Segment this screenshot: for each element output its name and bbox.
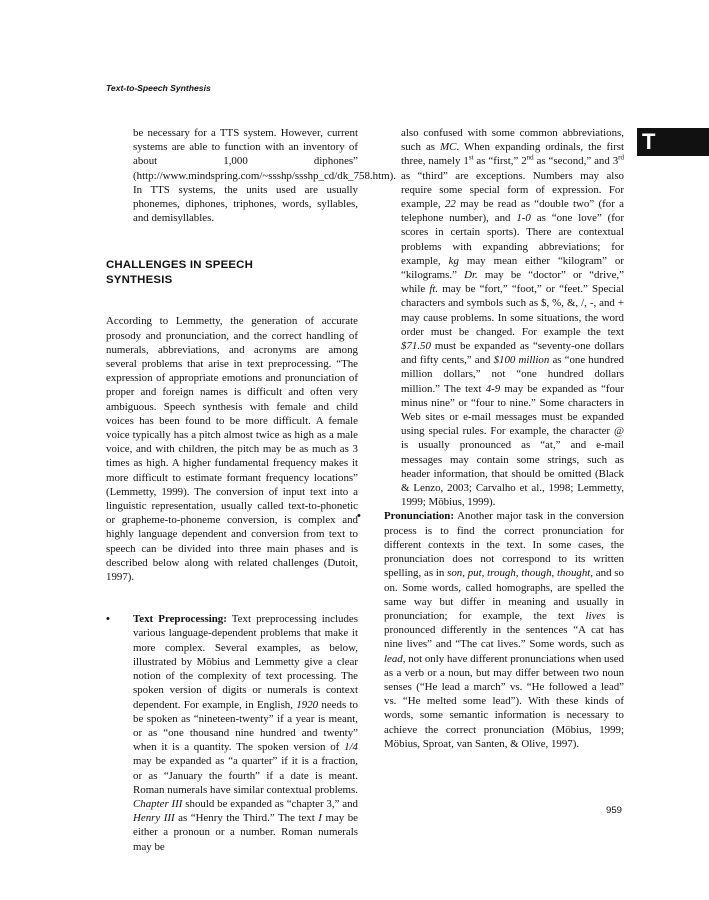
tp-text-5: as “Henry the Third.” The text bbox=[174, 812, 319, 825]
pr-text-3: is pronounced differently in the sentences “A cat has nine lives” and “The cat lives.” Some words, such as bbox=[384, 609, 624, 651]
pr-italic-words: son, put, trough, though, thought, bbox=[447, 567, 594, 580]
tp-text-4: should be expanded as “chapter 3,” and bbox=[182, 797, 358, 810]
pronunciation-paragraph bbox=[384, 509, 624, 750]
tp-text-2: needs to be spoken as “nineteen-twenty” if a year is meant, or as “one thousand nine hundred and twenty” when it is a quantity. The spoken version of bbox=[133, 698, 358, 754]
section-tab-letter: T bbox=[637, 128, 709, 156]
rc-sup-rd: rd bbox=[618, 153, 625, 162]
pr-text-4: not only have different pronunciations when used as a verb or a noun, but may differ between two noun senses (“He lead a march” vs. “He followed a lead” vs. “He melted some lead”). With these kinds of words, some semantic information is necessary to achieve the correct pronunciation (Möbius, 1999; Möbius, Sproat, van Santen, & Olive, 1997). bbox=[384, 652, 624, 750]
section-heading-line1: CHALLENGES IN SPEECH bbox=[106, 259, 254, 272]
rc-sup-st: st bbox=[468, 153, 474, 162]
pr-text-1: Another major task in the conversion process is to find the correct pronunciation for different contexts in the text. In some cases, the pronunciation does not correspond to its written spelling, as in bbox=[384, 510, 624, 580]
text-preprocessing-title: Text Preprocessing: bbox=[133, 613, 227, 626]
bullet-dot: • bbox=[357, 510, 361, 523]
section-heading-line2: SYNTHESIS bbox=[106, 274, 173, 287]
rc-text-4: as “second,” and 3 bbox=[533, 155, 619, 168]
pr-text-2: and so on. Some words, called homographs, are spelled the same way but differ in meaning and usually in pronunciation; for example, the text bbox=[384, 567, 624, 622]
rc-italic-100-million: $100 million bbox=[493, 354, 550, 367]
right-column bbox=[357, 126, 625, 751]
rc-italic-22: 22 bbox=[444, 198, 456, 211]
pr-italic-lead: lead, bbox=[384, 652, 406, 665]
rc-text-1: also confused with some common abbreviations, such as bbox=[401, 127, 624, 154]
rc-text-5: as “third” are exceptions. Numbers may also require some special form of expression. For example, bbox=[401, 169, 624, 211]
rc-text-13: may be expanded as “four minus nine” or “four to nine.” Some characters in Web sites or e-mail messages must be expanded using special rules. For example, the character @ is usually pronounced as “at,” and e-mail messages may contain some strings, such as header information, that should be omitted (Black & Lenzo, 2003; Carvalho et al., 1998; Lemmetty, 1999; Möbius, 1999). bbox=[401, 382, 625, 509]
rc-italic-4-9: 4-9 bbox=[485, 382, 501, 395]
tp-text-3: may be expanded as “a quarter” if it is a fraction, or as “January the fourth” if a date is meant. Roman numerals have similar contextual problems. bbox=[133, 755, 358, 796]
rc-italic-mc: MC bbox=[440, 141, 457, 154]
rc-text-7: as “one love” (for scores in certain sports). There are contextual problems with expanding abbreviations; for example, bbox=[401, 212, 624, 267]
rc-text-6: may be read as “double two” (for a telephone number), and bbox=[401, 198, 624, 225]
tp-italic-chapter: Chapter III bbox=[133, 797, 183, 810]
text-preprocessing-paragraph bbox=[133, 612, 358, 853]
pr-italic-lives: lives bbox=[585, 609, 606, 622]
tp-text-6: may be either a pronoun or a number. Roman numerals may be bbox=[133, 812, 358, 853]
running-head: Text-to-Speech Synthesis bbox=[106, 83, 211, 93]
rc-italic-7150: $71.50 bbox=[401, 340, 431, 353]
rc-text-9: may be “doctor” or “drive,” while bbox=[401, 269, 624, 296]
pronunciation-title: Pronunciation: bbox=[384, 510, 454, 523]
tp-italic-1920: 1920 bbox=[296, 698, 319, 711]
rc-text-8: may mean either “kilogram” or “kilograms.” bbox=[401, 254, 624, 282]
rc-text-2: . When expanding ordinals, the first three, namely 1 bbox=[401, 141, 624, 168]
rc-text-3: as “first,” 2 bbox=[473, 155, 527, 168]
intro-paragraph: According to Lemmetty, the generation of accurate prosody and pronunciation, and the correct handling of numerals, abbreviations, and acronyms are among several problems that arise in text preprocessing. “The expression of appropriate emotions and pronunciation of proper and foreign names is difficult and often very ambiguous. Speech synthesis with female and child voices has been found to be more difficult. A female voice typically has a pitch almost twice as high as a male voice, and with children, the pitch may be as much as 3 times as high. A higher fundamental frequency makes it more difficult to estimate formant frequency locations” (Lemmetty, 1999). The conversion of input text into a linguistic representation, usually called text-to-phonetic or grapheme-to-phoneme conversion, is complex and highly language dependent and conversion from text to speech can be divided into three main phases and is described below along with related challenges (Dutoit, 1997). bbox=[106, 315, 358, 584]
rc-text-12: as “one hundred million dollars,” not “one hundred dollars million.” The text bbox=[401, 354, 624, 395]
rc-text-11: must be expanded as “seventy-one dollars and fifty cents,” and bbox=[401, 340, 624, 367]
rc-italic-dr: Dr. bbox=[464, 269, 478, 282]
rc-italic-1-0: 1-0 bbox=[516, 212, 531, 225]
tp-italic-i: I bbox=[318, 812, 322, 825]
page-number: 959 bbox=[606, 805, 623, 816]
bullet-pronunciation bbox=[357, 509, 624, 750]
tp-italic-quarter: 1/4 bbox=[344, 741, 358, 754]
tp-text-1: Text preprocessing includes various language-dependent problems that make it more complex. Several examples, as below, illustrated by Möbius and Lemmetty give a clear notion of the complexity of text processing. The spoken version of digits or numerals is context dependent. For example, in English, bbox=[133, 613, 358, 711]
rc-sup-nd: nd bbox=[526, 153, 534, 162]
tp-italic-henry: Henry III bbox=[133, 812, 175, 825]
rc-italic-kg: kg bbox=[448, 254, 459, 267]
rc-italic-ft: ft. bbox=[429, 283, 439, 296]
continued-paragraph: be necessary for a TTS system. However, current systems are able to function with an inventory of about 1,000 diphones” (http://www.mindspring.com/~ssshp/ssshp_cd/dk_758.htm). In TTS systems, the units used are usually phonemes, diphones, triphones, words, syllables, and demisyllables. bbox=[133, 127, 396, 225]
bullet-text-preprocessing bbox=[106, 612, 358, 853]
rc-text-10: may be “fort,” “foot,” or “feet.” Special characters and symbols such as $, %, &, /, -, and + may cause problems. In some situations, the word order must be changed. For example the text bbox=[401, 283, 624, 338]
section-heading bbox=[106, 258, 358, 288]
continued-text-preprocessing bbox=[379, 126, 624, 509]
bullet-dot: • bbox=[106, 613, 110, 626]
